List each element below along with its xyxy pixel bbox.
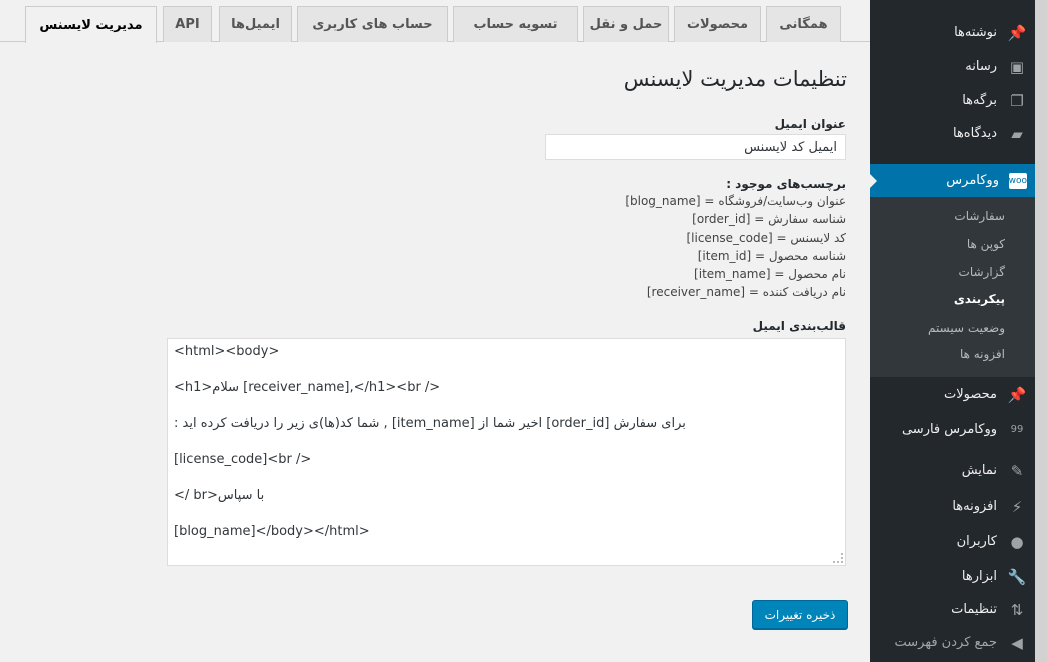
template-line: <h1>سلام [receiver_name],</h1><br /> — [174, 380, 441, 395]
template-line: برای سفارش [order_id] اخیر شما از [item_name] , شما کد(ها)ی زیر را دریافت کرده اید : — [174, 416, 686, 431]
menu-label: نمایش — [961, 463, 997, 478]
collapse-icon: ◀ — [1011, 634, 1023, 652]
menu-label: دیدگاه‌ها — [952, 126, 997, 141]
menu-plugins[interactable] — [870, 490, 1035, 524]
tab-shipping[interactable]: حمل و نقل — [583, 6, 669, 42]
menu-settings[interactable] — [870, 593, 1035, 627]
menu-media[interactable] — [870, 50, 1035, 84]
scrollbar[interactable] — [1035, 0, 1047, 662]
template-line: [license_code]<br /> — [174, 452, 312, 467]
collapse-menu-button[interactable] — [870, 626, 1035, 660]
menu-woocommerce-persian[interactable] — [870, 413, 1035, 447]
menu-posts[interactable] — [870, 16, 1035, 50]
user-icon: ● — [1010, 533, 1024, 551]
menu-label: افزونه‌ها — [952, 499, 997, 514]
tab-checkout[interactable]: تسویه حساب — [453, 6, 578, 42]
pin-icon: 📌 — [1007, 386, 1027, 404]
submenu-reports[interactable]: گزارشات — [958, 265, 1005, 279]
tab-general[interactable]: همگانی — [766, 6, 841, 42]
woocommerce-submenu — [870, 197, 1035, 377]
menu-label: ووکامرس — [946, 172, 999, 188]
menu-label: تنظیمات — [951, 602, 997, 617]
quote-icon: 99 — [1010, 424, 1024, 435]
menu-label: ووکامرس فارسی — [901, 422, 997, 437]
tag-item: [receiver_name] = نام دریافت کننده — [646, 285, 846, 299]
email-subject-input[interactable] — [545, 134, 846, 160]
menu-label: نوشته‌ها — [954, 25, 997, 40]
page-title: تنظیمات مدیریت لایسنس — [623, 67, 847, 91]
menu-label: برگه‌ها — [962, 93, 997, 108]
email-template-textarea[interactable] — [167, 338, 846, 566]
sliders-icon: ⇅ — [1010, 601, 1024, 619]
wrench-icon: 🔧 — [1007, 568, 1027, 586]
menu-comments[interactable] — [870, 117, 1035, 151]
menu-woocommerce[interactable] — [870, 164, 1035, 197]
menu-pages[interactable] — [870, 84, 1035, 118]
resize-handle[interactable] — [833, 553, 843, 563]
submenu-addons[interactable]: افزونه ها — [959, 347, 1005, 361]
menu-products[interactable] — [870, 378, 1035, 412]
tags-heading: برچسب‌های موجود : — [726, 177, 846, 191]
brush-icon: ✎ — [1010, 462, 1024, 480]
menu-label: ابزارها — [961, 569, 997, 584]
comment-icon: ▰ — [1011, 125, 1023, 143]
menu-tools[interactable] — [870, 560, 1035, 594]
template-line: با سپاس<br /> — [174, 488, 265, 503]
submenu-coupons[interactable]: کوپن ها — [966, 237, 1005, 251]
media-icon: ▣ — [1009, 58, 1025, 76]
settings-tabs — [0, 0, 870, 42]
save-changes-button[interactable]: ذخیره تغییرات — [752, 600, 848, 629]
pin-icon: 📌 — [1007, 24, 1027, 42]
menu-label: رسانه — [965, 59, 997, 74]
submenu-settings[interactable]: پیکربندی — [953, 292, 1005, 306]
tab-emails[interactable]: ایمیل‌ها — [219, 6, 292, 42]
pages-icon: ❐ — [1010, 92, 1024, 110]
admin-sidebar — [870, 0, 1035, 662]
menu-appearance[interactable] — [870, 454, 1035, 488]
template-line: [blog_name]</body></html> — [174, 524, 370, 539]
tag-item: [item_name] = نام محصول — [694, 267, 846, 281]
tag-item: [blog_name] = عنوان وب‌سایت/فروشگاه — [625, 194, 846, 208]
tag-item: [order_id] = شناسه سفارش — [692, 212, 846, 226]
tag-item: [item_id] = شناسه محصول — [697, 249, 846, 263]
template-label: قالب‌بندی ایمیل — [752, 319, 846, 333]
subject-label: عنوان ایمیل — [774, 117, 846, 131]
plugin-icon: ⚡ — [1011, 498, 1023, 516]
menu-label: محصولات — [944, 387, 997, 402]
tab-api[interactable]: API — [163, 6, 212, 42]
submenu-orders[interactable]: سفارشات — [954, 209, 1005, 223]
submenu-system-status[interactable]: وضعیت سیستم — [928, 321, 1005, 335]
tab-license-management[interactable]: مدیریت لایسنس — [25, 6, 157, 43]
menu-label: کاربران — [956, 534, 997, 549]
tag-item: [license_code] = کد لایسنس — [686, 231, 846, 245]
menu-label: جمع کردن فهرست — [894, 635, 997, 650]
template-line: <html><body> — [174, 344, 280, 359]
tab-products[interactable]: محصولات — [674, 6, 761, 42]
tab-accounts[interactable]: حساب های کاربری — [297, 6, 448, 42]
woo-icon: woo — [1009, 173, 1027, 189]
menu-users[interactable] — [870, 525, 1035, 559]
